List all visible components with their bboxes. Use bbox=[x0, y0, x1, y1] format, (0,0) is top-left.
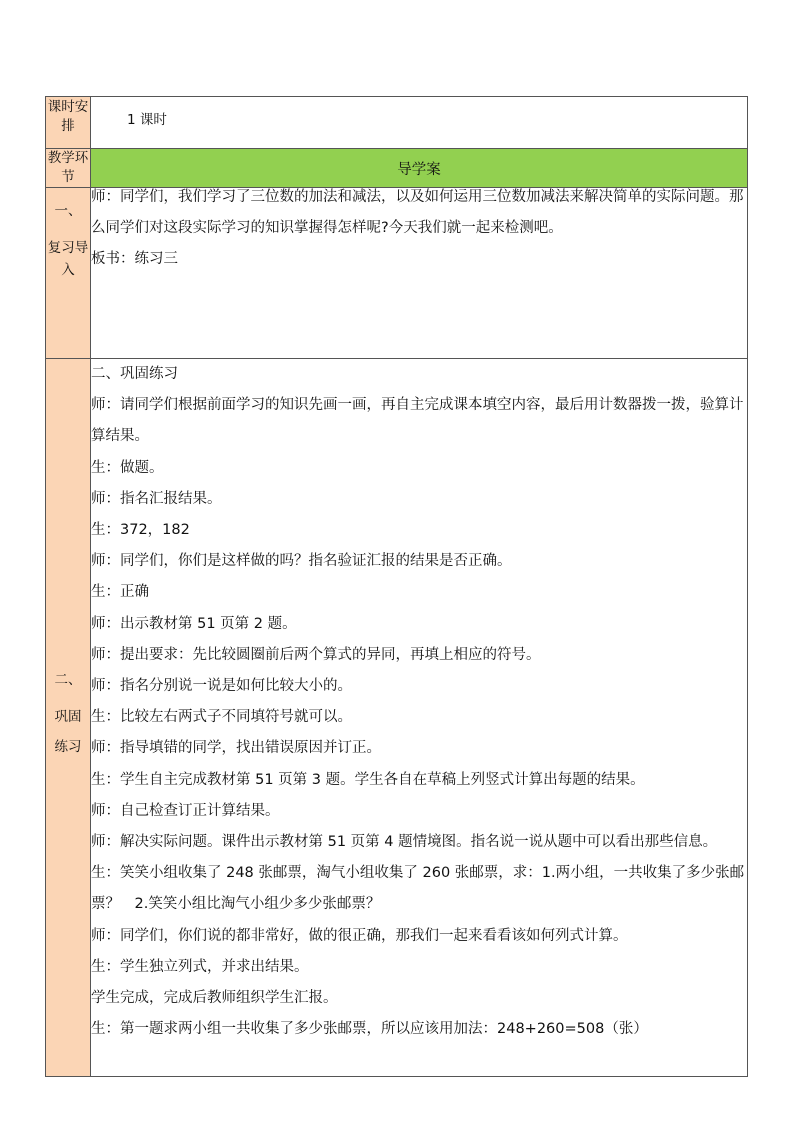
section2-line: 师：自己检查订正计算结果。 bbox=[91, 802, 280, 819]
time-label bbox=[46, 97, 91, 149]
section1-content bbox=[91, 188, 748, 359]
step-label-text: 教学环节 bbox=[47, 150, 89, 185]
section1-label-top: 一、 bbox=[54, 203, 82, 219]
section2-line: 生：比较左右两式子不同填符号就可以。 bbox=[91, 709, 352, 726]
section2-line: 生：372，182 bbox=[91, 522, 190, 539]
section2-label bbox=[46, 359, 91, 1077]
step-label bbox=[46, 149, 91, 188]
section2-line: 生：学生自主完成教材第 51 页第 3 题。学生各自在草稿上列竖式计算出每题的结果。 bbox=[91, 771, 645, 788]
section2-content bbox=[91, 359, 748, 1077]
section2-label-top: 二、 bbox=[54, 672, 82, 688]
section2-line: 生：第一题求两小组一共收集了多少张邮票，所以应该用加法：248+260=508（张） bbox=[91, 1021, 648, 1038]
section2-line: 生：正确 bbox=[91, 584, 149, 601]
section2-label-bottom: 巩固练习 bbox=[54, 709, 82, 755]
time-label-text: 课时安排 bbox=[47, 99, 89, 134]
section2-line: 师：请同学们根据前面学习的知识先画一画，再自主完成课本填空内容，最后用计数器拨一拨，验算计算结果。 bbox=[91, 397, 744, 445]
section2-line: 师：指名汇报结果。 bbox=[91, 490, 222, 507]
section1-line: 师：同学们，我们学习了三位数的加法和减法，以及如何运用三位数加减法来解决简单的实际问题。那么同学们对这段实际学习的知识掌握得怎样呢?今天我们就一起来检测吧。 bbox=[91, 189, 744, 236]
section1-row bbox=[46, 188, 748, 359]
section1-label bbox=[46, 188, 91, 359]
section2-line: 师：出示教材第 51 页第 2 题。 bbox=[91, 615, 297, 632]
section2-line: 师：提出要求：先比较圆圈前后两个算式的异同，再填上相应的符号。 bbox=[91, 646, 541, 663]
section2-line: 生：学生独立列式，并求出结果。 bbox=[91, 958, 309, 975]
lesson-plan-table bbox=[45, 96, 748, 1077]
section2-line: 学生完成，完成后教师组织学生汇报。 bbox=[91, 990, 338, 1007]
section2-line: 师：同学们，你们是这样做的吗？指名验证汇报的结果是否正确。 bbox=[91, 553, 512, 570]
section1-label-bottom: 复习导入 bbox=[47, 240, 89, 278]
time-row bbox=[46, 97, 748, 149]
section2-line: 生：笑笑小组收集了 248 张邮票，淘气小组收集了 260 张邮票，求：1.两小组，一共收集了多少张邮票？ 2.笑笑小组比淘气小组少多少张邮票？ bbox=[91, 865, 745, 913]
section2-line: 师：同学们，你们说的都非常好，做的很正确，那我们一起来看看该如何列式计算。 bbox=[91, 927, 628, 944]
section2-line: 师：指导填错的同学，找出错误原因并订正。 bbox=[91, 740, 381, 757]
section1-line: 板书：练习三 bbox=[91, 251, 178, 267]
section2-line: 生：做题。 bbox=[91, 459, 164, 476]
time-value: 1 课时 bbox=[91, 97, 748, 149]
guide-title: 导学案 bbox=[91, 149, 748, 188]
section2-line: 师：指名分别说一说是如何比较大小的。 bbox=[91, 678, 352, 695]
section2-row bbox=[46, 359, 748, 1077]
section2-line: 二、巩固练习 bbox=[91, 366, 178, 382]
section2-line: 师：解决实际问题。课件出示教材第 51 页第 4 题情境图。指名说一说从题中可以看出那些信息。 bbox=[91, 834, 718, 851]
